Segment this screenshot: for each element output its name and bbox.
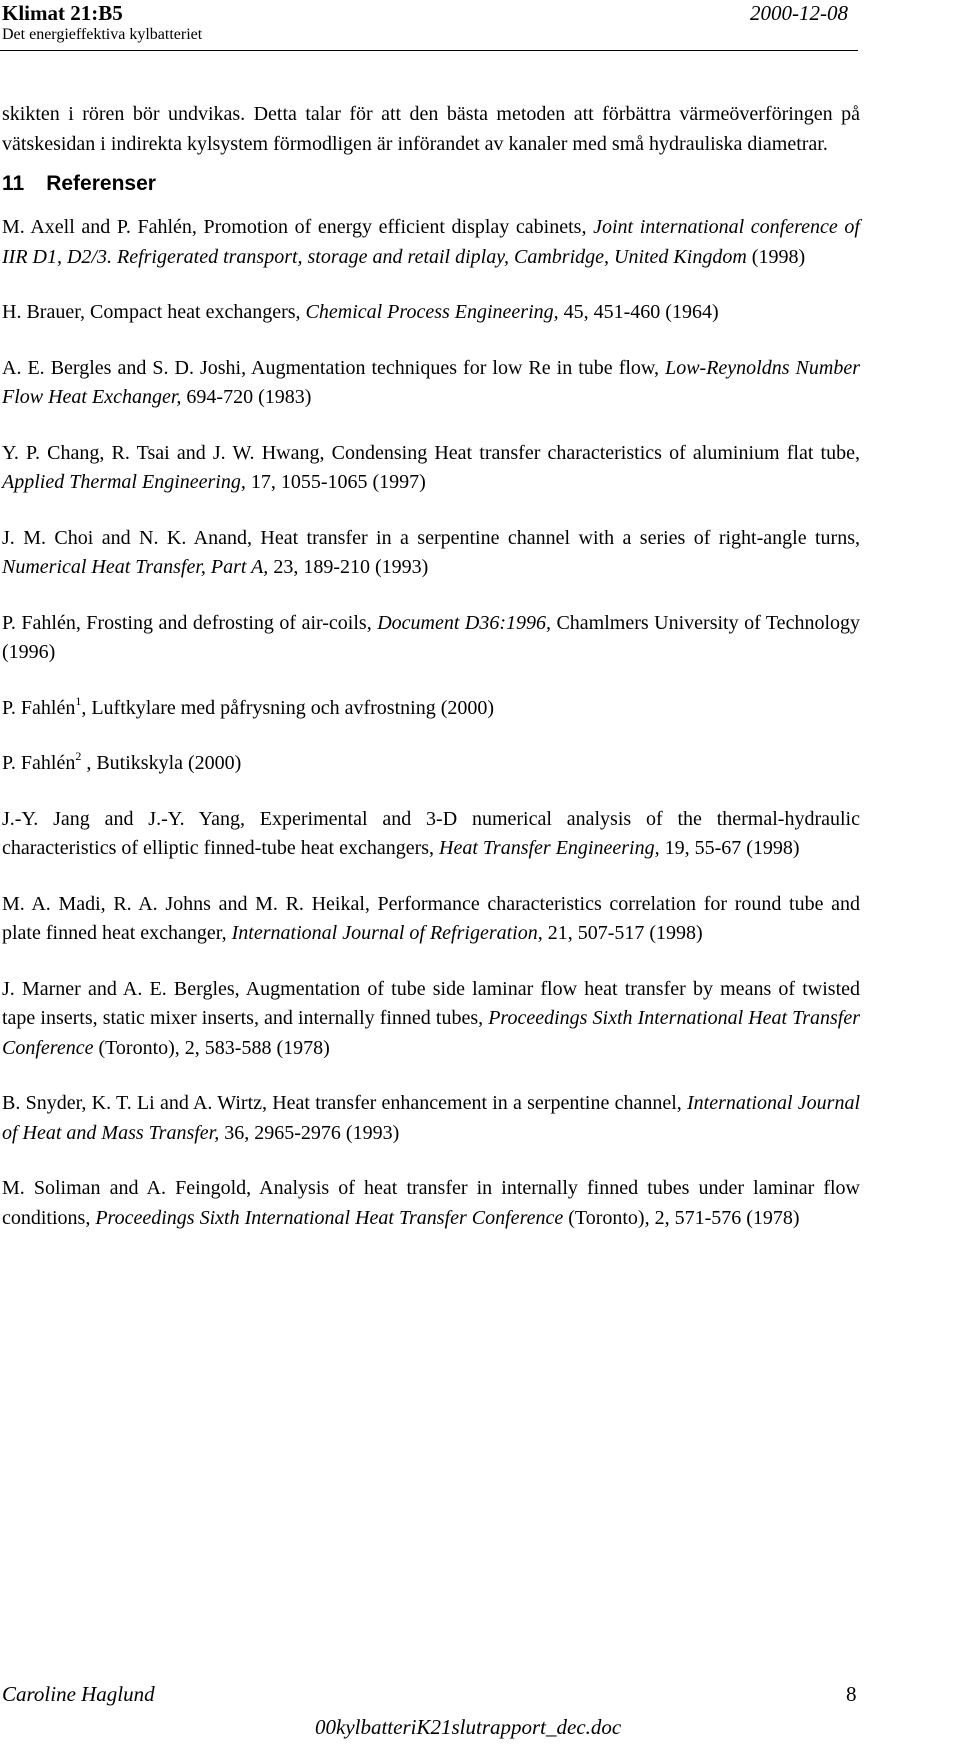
reference-text: 36, 2965-2976 (1993)	[219, 1121, 400, 1144]
reference-text: H. Brauer, Compact heat exchangers,	[2, 301, 306, 323]
header-title: Klimat 21:B5	[2, 1, 123, 25]
reference-text: P. Fahlén, Frosting and defrosting of air-coils,	[2, 611, 378, 634]
reference-text: 21, 507-517 (1998)	[542, 922, 703, 944]
reference-entry	[2, 213, 860, 272]
section-heading	[2, 171, 860, 197]
reference-entry	[2, 609, 860, 668]
header-divider	[0, 50, 858, 51]
reference-source: Document D36:1996,	[377, 611, 551, 634]
reference-source: Applied Thermal Engineering,	[2, 471, 246, 493]
header-date: 2000-12-08	[750, 1, 848, 25]
reference-source: Proceedings Sixth International Heat Transfer Conference	[2, 1007, 860, 1059]
reference-entry	[2, 749, 860, 779]
reference-text: J. M. Choi and N. K. Anand, Heat transfer in a serpentine channel with a series of right-angle turns,	[2, 526, 860, 549]
reference-entry	[2, 524, 860, 583]
reference-entry	[2, 1089, 860, 1148]
reference-source: International Journal of Heat and Mass Transfer,	[2, 1092, 860, 1144]
footer-filename: 00kylbatteriK21slutrapport_dec.doc	[315, 1715, 622, 1739]
reference-superscript: 1	[75, 693, 82, 708]
reference-text: 17, 1055-1065 (1997)	[245, 471, 426, 493]
reference-source: Chemical Process Engineering,	[305, 301, 559, 323]
reference-text: P. Fahlén	[2, 696, 76, 719]
header-subtitle: Det energieffektiva kylbatteriet	[2, 26, 203, 43]
reference-text: , Butikskyla (2000)	[81, 752, 242, 774]
reference-superscript: 2	[75, 749, 82, 764]
reference-entry	[2, 1174, 860, 1233]
document-body	[2, 100, 860, 1259]
intro-paragraph: skikten i rören bör undvikas. Detta talar för att den bästa metoden att förbättra värmeöverföringen på vätskesidan i indirekta kylsystem förmodligen är införandet av kanaler med små hydrauliska diametrar.	[2, 103, 860, 155]
reference-entry	[2, 354, 860, 413]
reference-entry	[2, 439, 860, 498]
reference-text: M. Soliman and A. Feingold, Analysis of heat transfer in internally finned tubes under laminar flow conditions,	[2, 1177, 860, 1229]
reference-text: B. Snyder, K. T. Li and A. Wirtz, Heat transfer enhancement in a serpentine channel,	[2, 1092, 687, 1114]
reference-text: M. A. Madi, R. A. Johns and M. R. Heikal, Performance characteristics correlation for round tube and plate finned heat exchanger,	[2, 892, 860, 944]
reference-text: 45, 451-460 (1964)	[558, 301, 719, 323]
reference-text: Y. P. Chang, R. Tsai and J. W. Hwang, Condensing Heat transfer characteristics of aluminium flat tube,	[2, 441, 860, 464]
reference-text: 23, 189-210 (1993)	[268, 556, 429, 578]
reference-entry	[2, 694, 860, 724]
reference-list	[2, 213, 860, 1233]
reference-text: (Toronto), 2, 571-576 (1978)	[563, 1206, 800, 1229]
reference-source: Joint international conference of IIR D1, D2/3. Refrigerated transport, storage and retail diplay, Cambridge, United Kingdom	[2, 216, 860, 268]
reference-source: International Journal of Refrigeration,	[231, 922, 543, 944]
reference-text: (Toronto), 2, 583-588 (1978)	[93, 1036, 330, 1059]
reference-text: , Luftkylare med påfrysning och avfrostning (2000)	[81, 696, 495, 719]
reference-source: Proceedings Sixth International Heat Transfer Conference	[95, 1206, 564, 1229]
reference-text: 694-720 (1983)	[181, 386, 312, 408]
reference-entry	[2, 805, 860, 864]
footer-author: Caroline Haglund	[2, 1682, 155, 1706]
reference-text: Chamlmers University of Technology (1996)	[2, 611, 860, 663]
reference-source: Numerical Heat Transfer, Part A,	[2, 556, 269, 578]
reference-text: 19, 55-67 (1998)	[659, 837, 800, 859]
section-number: 11	[2, 172, 25, 195]
reference-text: M. Axell and P. Fahlén, Promotion of energy efficient display cabinets,	[2, 216, 594, 238]
reference-entry	[2, 975, 860, 1064]
reference-text: (1998)	[746, 245, 806, 268]
reference-entry	[2, 890, 860, 949]
reference-source: Low-Reynoldns Number Flow Heat Exchanger,	[2, 356, 860, 408]
reference-text: J. Marner and A. E. Bergles, Augmentation of tube side laminar flow heat transfer by means of twisted tape inserts, static mixer inserts, and internally finned tubes,	[2, 977, 860, 1029]
reference-source: Heat Transfer Engineering,	[439, 837, 660, 859]
section-title: Referenser	[46, 172, 156, 195]
reference-text: A. E. Bergles and S. D. Joshi, Augmentation techniques for low Re in tube flow,	[2, 356, 666, 379]
reference-entry	[2, 298, 860, 328]
reference-text: P. Fahlén	[2, 752, 76, 774]
footer-page-number: 8	[846, 1682, 857, 1706]
reference-text: J.-Y. Jang and J.-Y. Yang, Experimental and 3-D numerical analysis of the thermal-hydraulic characteristics of elliptic finned-tube heat exchangers,	[2, 807, 860, 859]
